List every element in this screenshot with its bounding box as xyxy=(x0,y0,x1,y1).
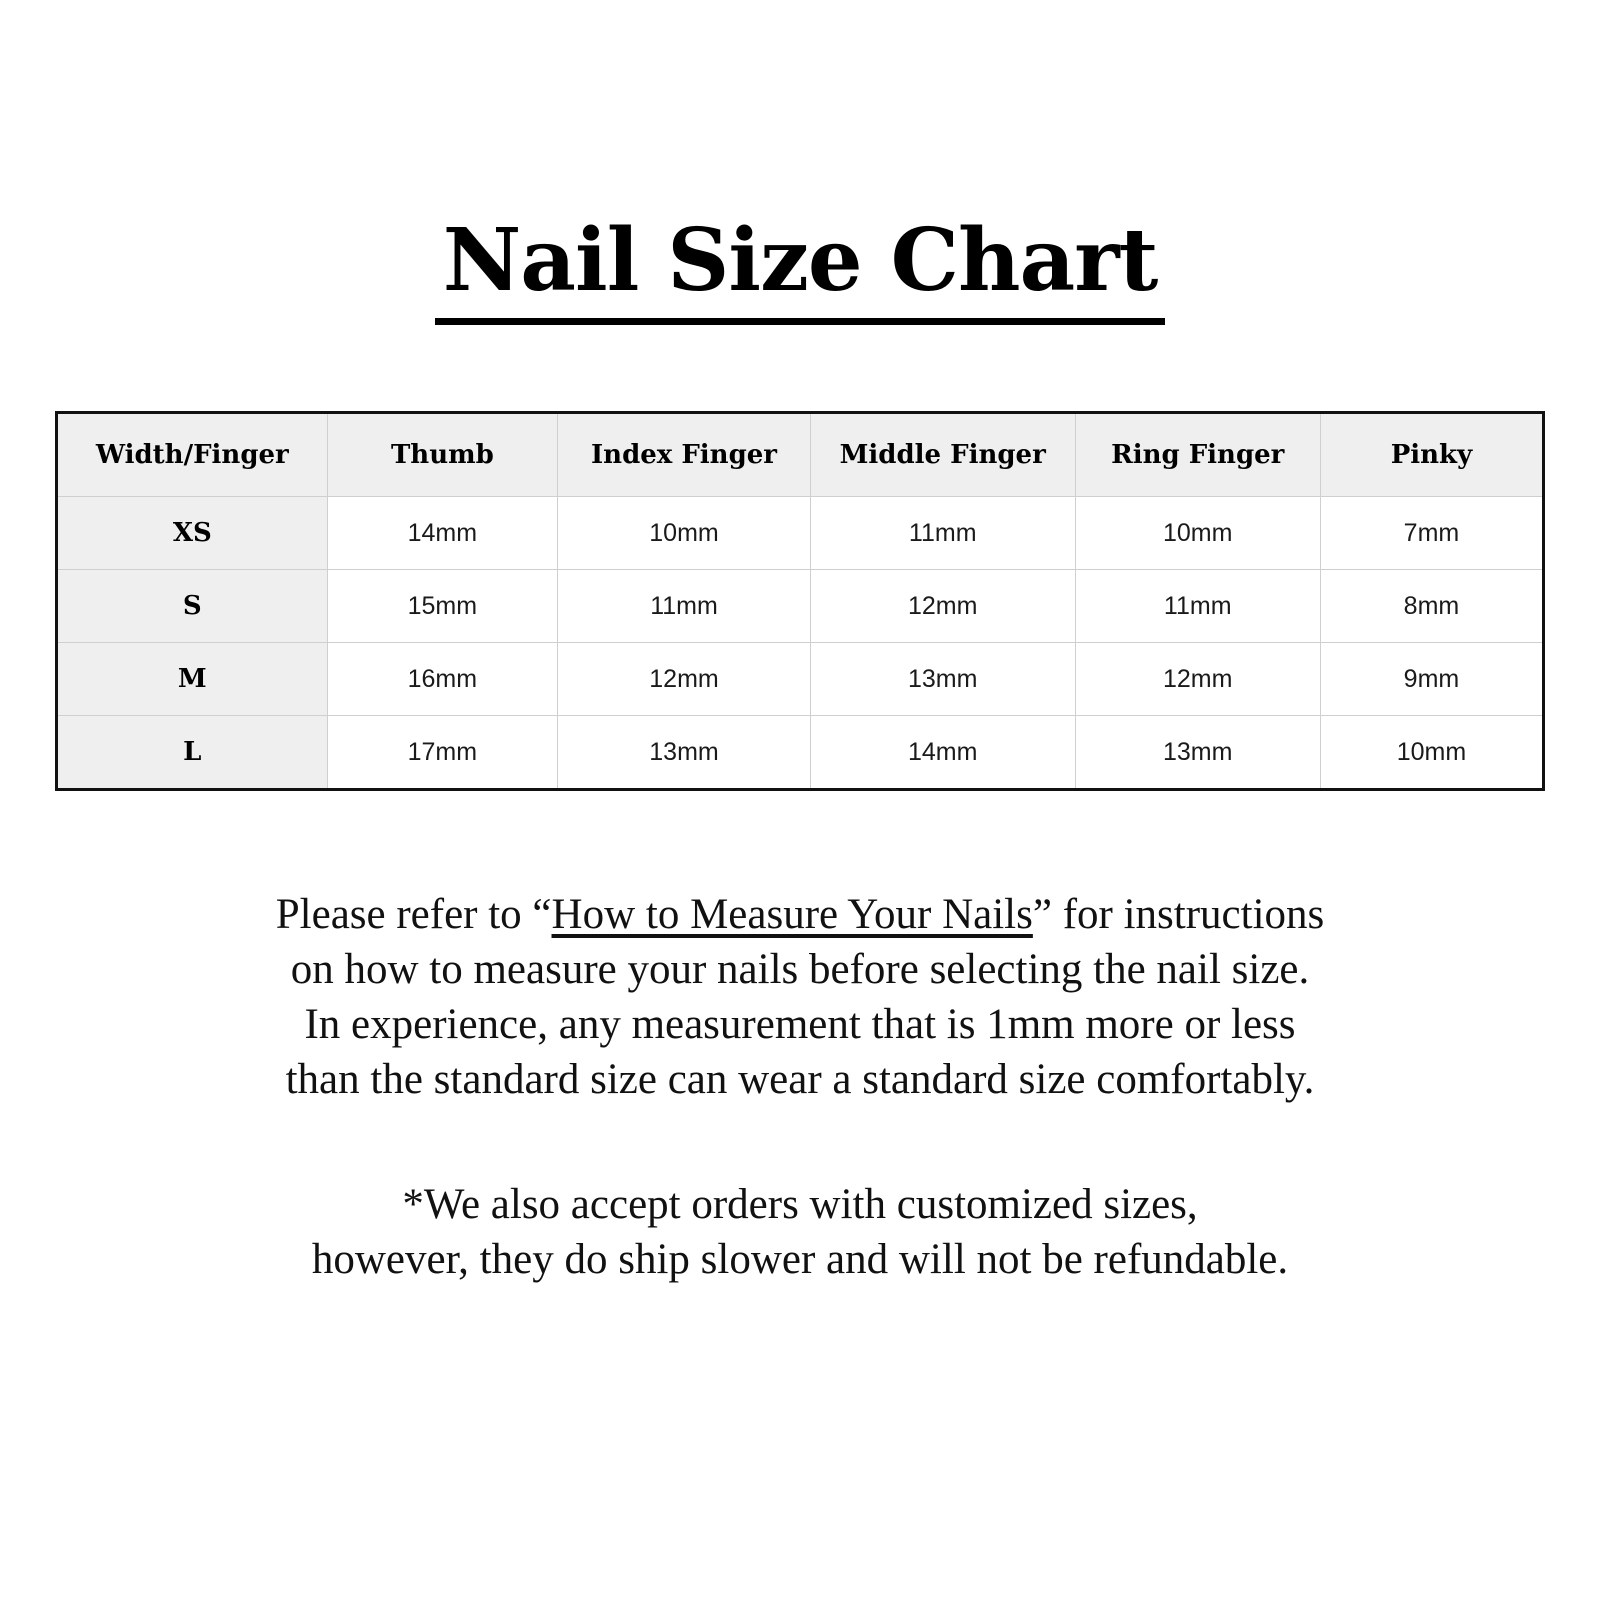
table-row xyxy=(57,643,1544,716)
cell-pinky: 8mm xyxy=(1320,570,1543,643)
table-row xyxy=(57,497,1544,570)
cell-ring-finger: 13mm xyxy=(1075,716,1320,790)
notes-section xyxy=(0,887,1600,1287)
column-header-index-finger: Index Finger xyxy=(558,413,811,497)
custom-note-line-1: *We also accept orders with customized sizes, xyxy=(402,1181,1198,1229)
size-table-container xyxy=(55,411,1545,791)
cell-thumb: 15mm xyxy=(327,570,557,643)
note-rest-text: ” for instructions xyxy=(1032,891,1325,938)
cell-middle-finger: 12mm xyxy=(810,570,1075,643)
cell-ring-finger: 10mm xyxy=(1075,497,1320,570)
custom-note-line-2: however, they do ship slower and will not be refundable. xyxy=(311,1236,1289,1284)
cell-ring-finger: 11mm xyxy=(1075,570,1320,643)
table-header xyxy=(57,413,1544,497)
cell-middle-finger: 11mm xyxy=(810,497,1075,570)
note-paragraph-instructions xyxy=(0,887,1600,1107)
column-header-ring-finger: Ring Finger xyxy=(1075,413,1320,497)
table-row xyxy=(57,570,1544,643)
cell-index-finger: 11mm xyxy=(558,570,811,643)
page-title: Nail Size Chart xyxy=(435,218,1166,325)
cell-thumb: 17mm xyxy=(327,716,557,790)
note-line-3: In experience, any measurement that is 1mm more or less xyxy=(304,1001,1296,1049)
cell-pinky: 9mm xyxy=(1320,643,1543,716)
note-lead-text: Please refer to “ xyxy=(275,891,552,938)
row-size-label: S xyxy=(57,570,328,643)
cell-thumb: 16mm xyxy=(327,643,557,716)
column-header-middle-finger: Middle Finger xyxy=(810,413,1075,497)
note-line-2: on how to measure your nails before selecting the nail size. xyxy=(290,946,1310,994)
cell-index-finger: 10mm xyxy=(558,497,811,570)
cell-pinky: 10mm xyxy=(1320,716,1543,790)
cell-index-finger: 12mm xyxy=(558,643,811,716)
how-to-measure-link[interactable]: How to Measure Your Nails xyxy=(551,891,1033,938)
cell-pinky: 7mm xyxy=(1320,497,1543,570)
title-container xyxy=(0,0,1600,325)
table-header-row xyxy=(57,413,1544,497)
table-row xyxy=(57,716,1544,790)
note-paragraph-custom-sizes xyxy=(0,1177,1600,1287)
cell-index-finger: 13mm xyxy=(558,716,811,790)
column-header-width-finger: Width/Finger xyxy=(57,413,328,497)
cell-thumb: 14mm xyxy=(327,497,557,570)
cell-middle-finger: 13mm xyxy=(810,643,1075,716)
note-line-1 xyxy=(0,887,1600,942)
column-header-pinky: Pinky xyxy=(1320,413,1543,497)
table-body xyxy=(57,497,1544,790)
cell-middle-finger: 14mm xyxy=(810,716,1075,790)
row-size-label: XS xyxy=(57,497,328,570)
row-size-label: M xyxy=(57,643,328,716)
row-size-label: L xyxy=(57,716,328,790)
nail-size-table xyxy=(55,411,1545,791)
column-header-thumb: Thumb xyxy=(327,413,557,497)
cell-ring-finger: 12mm xyxy=(1075,643,1320,716)
note-line-4: than the standard size can wear a standard size comfortably. xyxy=(285,1056,1315,1104)
